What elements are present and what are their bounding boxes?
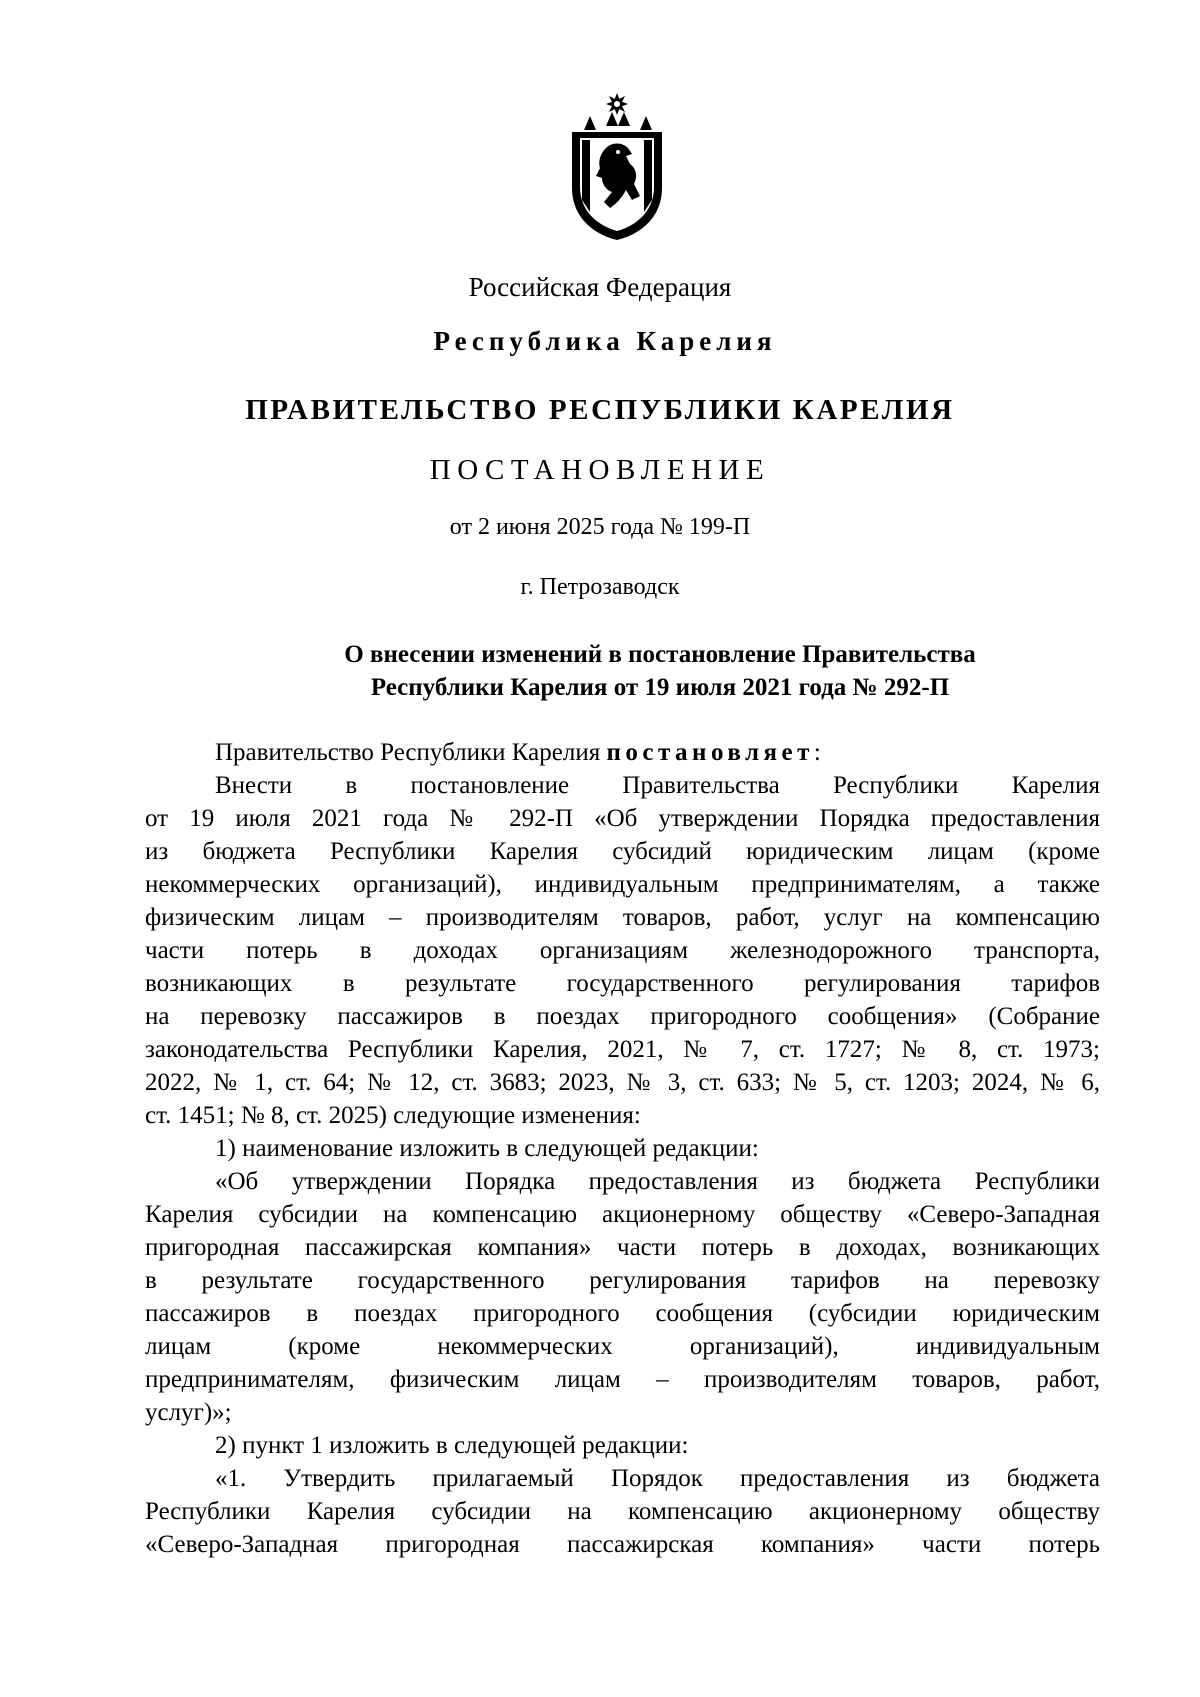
document-city: г. Петрозаводск	[520, 574, 680, 600]
intro-suffix: :	[813, 739, 821, 766]
body-line: некоммерческих организаций), индивидуальным предпринимателям, а также	[145, 871, 1100, 898]
body-line: части потерь в доходах организациям железнодорожного транспорта,	[145, 937, 1100, 964]
government-name: ПРАВИТЕЛЬСТВО РЕСПУБЛИКИ КАРЕЛИЯ	[245, 394, 955, 426]
body-line: Республики Карелия субсидии на компенсацию акционерному обществу	[145, 1498, 1100, 1525]
body-line: Карелия субсидии на компенсацию акционерному обществу «Северо-Западная	[145, 1201, 1100, 1228]
body-line: предпринимателям, физическим лицам – производителям товаров, работ,	[145, 1366, 1100, 1393]
body-line: 1) наименование изложить в следующей редакции:	[215, 1135, 759, 1162]
intro-verb: постановляет	[606, 739, 814, 766]
body-line: возникающих в результате государственного регулирования тарифов	[145, 970, 1100, 997]
body-line: пригородная пассажирская компания» части потерь в доходах, возникающих	[145, 1234, 1100, 1261]
intro-paragraph	[145, 736, 1100, 769]
karelia-coat-of-arms-icon	[566, 92, 668, 242]
body-line: «1. Утвердить прилагаемый Порядок предоставления из бюджета	[215, 1465, 1100, 1492]
title-line: Республики Карелия от 19 июля 2021 года № 292-П	[370, 674, 950, 701]
body-line: физическим лицам – производителям товаров, работ, услуг на компенсацию	[145, 904, 1100, 931]
body-line: от 19 июля 2021 года № 292-П «Об утверждении Порядка предоставления	[145, 805, 1100, 832]
body-line: «Об утверждении Порядка предоставления из бюджета Республики	[215, 1168, 1100, 1195]
body-line: пассажиров в поездах пригородного сообщения (субсидии юридическим	[145, 1300, 1100, 1327]
body-line: «Северо-Западная пригородная пассажирская компания» части потерь	[145, 1531, 1100, 1558]
document-type: ПОСТАНОВЛЕНИЕ	[429, 454, 771, 486]
body-line: из бюджета Республики Карелия субсидий юридическим лицам (кроме	[145, 838, 1100, 865]
body-line: 2) пункт 1 изложить в следующей редакции:	[215, 1432, 689, 1459]
body-line: в результате государственного регулирования тарифов на перевозку	[145, 1267, 1100, 1294]
intro-prefix: Правительство Республики Карелия	[215, 739, 607, 766]
body-line: ст. 1451; № 8, ст. 2025) следующие изменения:	[145, 1102, 641, 1129]
document-date: от 2 июня 2025 года № 199-П	[449, 514, 751, 540]
republic-name: Республика Карелия	[433, 326, 777, 356]
body-line: услуг)»;	[145, 1399, 232, 1426]
body-line: законодательства Республики Карелия, 2021, № 7, ст. 1727; № 8, ст. 1973;	[145, 1036, 1100, 1063]
document-body	[145, 736, 1100, 1561]
title-line: О внесении изменений в постановление Правительства	[344, 641, 976, 668]
body-line: 2022, № 1, ст. 64; № 12, ст. 3683; 2023, № 3, ст. 633; № 5, ст. 1203; 2024, № 6,	[145, 1069, 1100, 1096]
body-line: на перевозку пассажиров в поездах пригородного сообщения» (Собрание	[145, 1003, 1100, 1030]
body-line: Внести в постановление Правительства Республики Карелия	[215, 772, 1100, 799]
body-line: лицам (кроме некоммерческих организаций), индивидуальным	[145, 1333, 1100, 1360]
country-name: Российская Федерация	[468, 272, 732, 302]
document-title	[280, 638, 1040, 704]
